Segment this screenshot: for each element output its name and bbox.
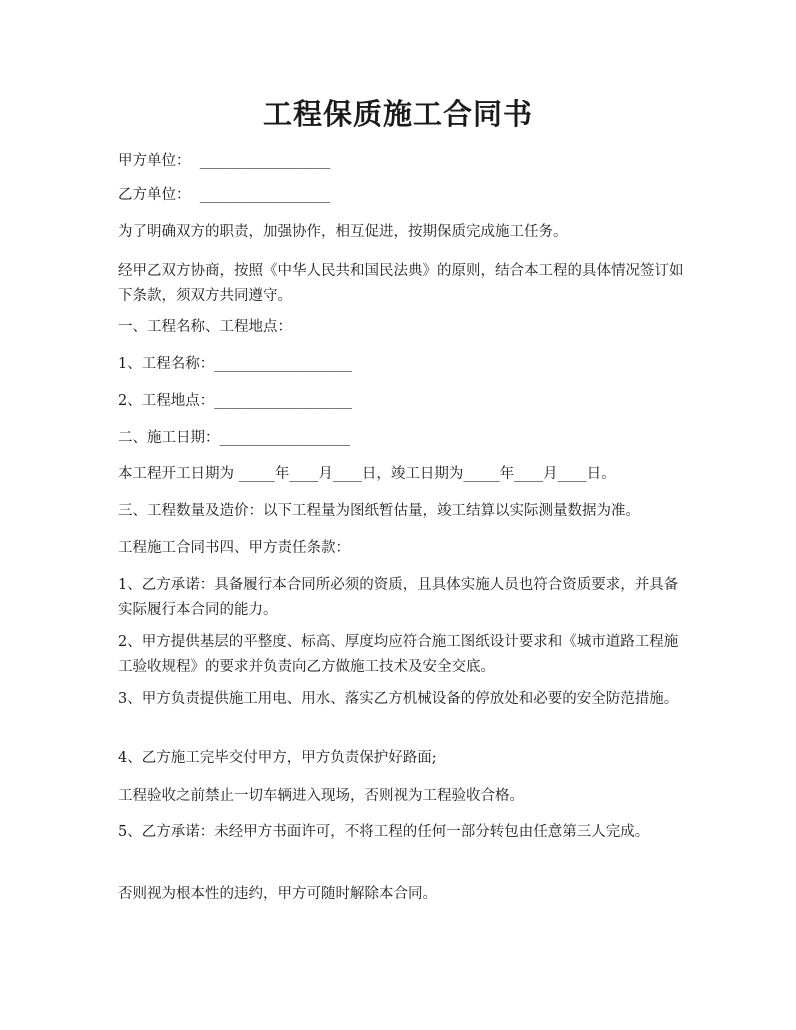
clause-1: 1、乙方承诺：具备履行本合同所必须的资质，且具体实施人员也符合资质要求，并具备实际履行本合同的能力。	[118, 577, 679, 618]
clause-4: 4、乙方施工完毕交付甲方，甲方负责保护好路面;	[118, 750, 437, 766]
schedule-line: 本工程开工日期为 _____年____月____日，竣工日期为_____年____月____日。	[118, 466, 616, 482]
clause-2: 2、甲方提供基层的平整度、标高、厚度均应符合施工图纸设计要求和《城市道路工程施工验收规程》的要求并负责向乙方做施工技术及安全交底。	[118, 634, 679, 675]
section-heading-1: 一、工程名称、工程地点：	[118, 319, 292, 335]
section-heading-2: 二、施工日期：__________________	[118, 430, 350, 446]
project-location-line: 2、工程地点：___________________	[118, 393, 352, 409]
section-heading-3: 三、工程数量及造价：以下工程量为图纸暂估量，竣工结算以实际测量数据为准。	[118, 503, 640, 519]
clause-5-note: 否则视为根本性的违约，甲方可随时解除本合同。	[118, 886, 437, 902]
party-b-line: 乙方单位： __________________	[118, 187, 331, 203]
purpose-paragraph: 为了明确双方的职责，加强协作，相互促进，按期保质完成施工任务。	[118, 224, 568, 240]
party-a-line: 甲方单位： __________________	[118, 153, 331, 169]
project-name-line: 1、工程名称：___________________	[118, 356, 352, 372]
agreement-paragraph: 经甲乙双方协商，按照《中华人民共和国民法典》的原则，结合本工程的具体情况签订如下条款，须双方共同遵守。	[118, 263, 684, 304]
clause-4-note: 工程验收之前禁止一切车辆进入现场，否则视为工程验收合格。	[118, 788, 524, 804]
clause-5: 5、乙方承诺：未经甲方书面许可，不将工程的任何一部分转包由任意第三人完成。	[118, 824, 650, 840]
clause-3: 3、甲方负责提供施工用电、用水、落实乙方机械设备的停放处和必要的安全防范措施。	[118, 691, 679, 707]
document-title: 工程保质施工合同书	[262, 97, 533, 131]
section-heading-4: 工程施工合同书四、甲方责任条款：	[118, 540, 350, 556]
